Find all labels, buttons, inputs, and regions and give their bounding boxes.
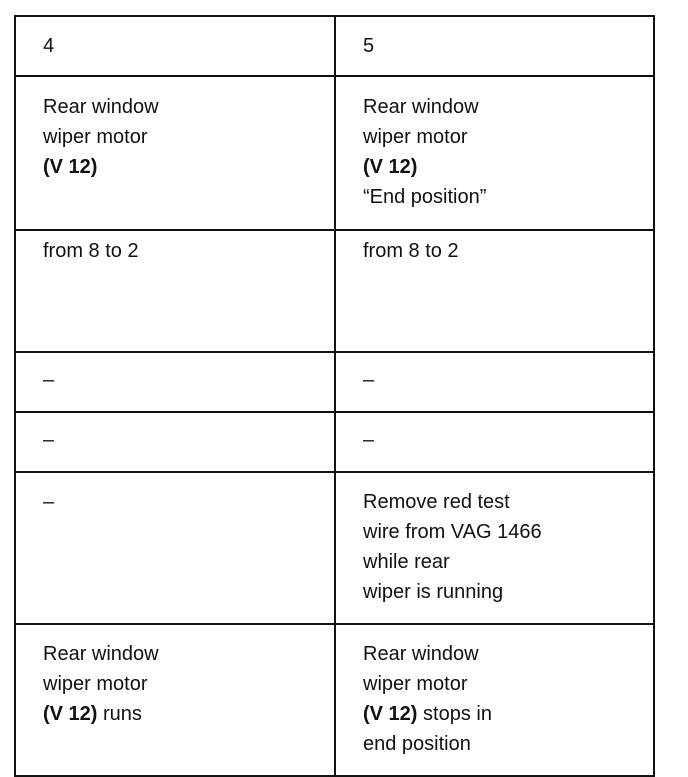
component-cell-4: [15, 76, 335, 230]
result-line-2: wiper motor: [43, 673, 148, 695]
empty-cell-4: [15, 412, 335, 472]
action-line-2: wire from VAG 1466: [363, 521, 542, 543]
range-text: from 8 to 2: [363, 240, 459, 262]
dash-text: –: [43, 369, 55, 391]
test-table: [14, 15, 655, 777]
dash-text: –: [363, 369, 375, 391]
action-cell-5: [335, 472, 654, 624]
result-cell-5: [335, 624, 654, 776]
dash-text: –: [43, 429, 55, 451]
result-code: (V 12): [363, 703, 418, 725]
component-note: “End position”: [363, 186, 487, 208]
header-cell-4: [15, 16, 335, 76]
component-code: (V 12): [363, 156, 418, 178]
result-line-2: wiper motor: [363, 673, 468, 695]
component-line-1: Rear window: [43, 96, 159, 118]
component-cell-5: [335, 76, 654, 230]
component-line-2: wiper motor: [363, 126, 468, 148]
dash-text: –: [43, 491, 55, 513]
dash-text: –: [363, 429, 375, 451]
action-row: [15, 472, 654, 624]
component-code: (V 12): [43, 156, 98, 178]
column-number-5: 5: [363, 35, 375, 57]
range-text: from 8 to 2: [43, 240, 139, 262]
action-line-1: Remove red test: [363, 491, 510, 513]
column-number-4: 4: [43, 35, 55, 57]
range-cell-4: [15, 230, 335, 352]
result-tail: runs: [97, 703, 142, 725]
component-line-2: wiper motor: [43, 126, 148, 148]
action-line-3: while rear: [363, 551, 450, 573]
empty-cell-5: [335, 412, 654, 472]
empty-cell-4: [15, 352, 335, 412]
result-code: (V 12): [43, 703, 98, 725]
component-row: [15, 76, 654, 230]
result-line-1: Rear window: [363, 643, 479, 665]
range-row: [15, 230, 654, 352]
empty-row-1: [15, 352, 654, 412]
header-cell-5: [335, 16, 654, 76]
action-line-4: wiper is running: [363, 581, 504, 603]
header-row: [15, 16, 654, 76]
result-line-1: Rear window: [43, 643, 159, 665]
result-cell-4: [15, 624, 335, 776]
action-cell-4: [15, 472, 335, 624]
empty-cell-5: [335, 352, 654, 412]
empty-row-2: [15, 412, 654, 472]
result-line-4: end position: [363, 733, 471, 755]
component-line-1: Rear window: [363, 96, 479, 118]
result-row: [15, 624, 654, 776]
range-cell-5: [335, 230, 654, 352]
result-tail: stops in: [417, 703, 492, 725]
